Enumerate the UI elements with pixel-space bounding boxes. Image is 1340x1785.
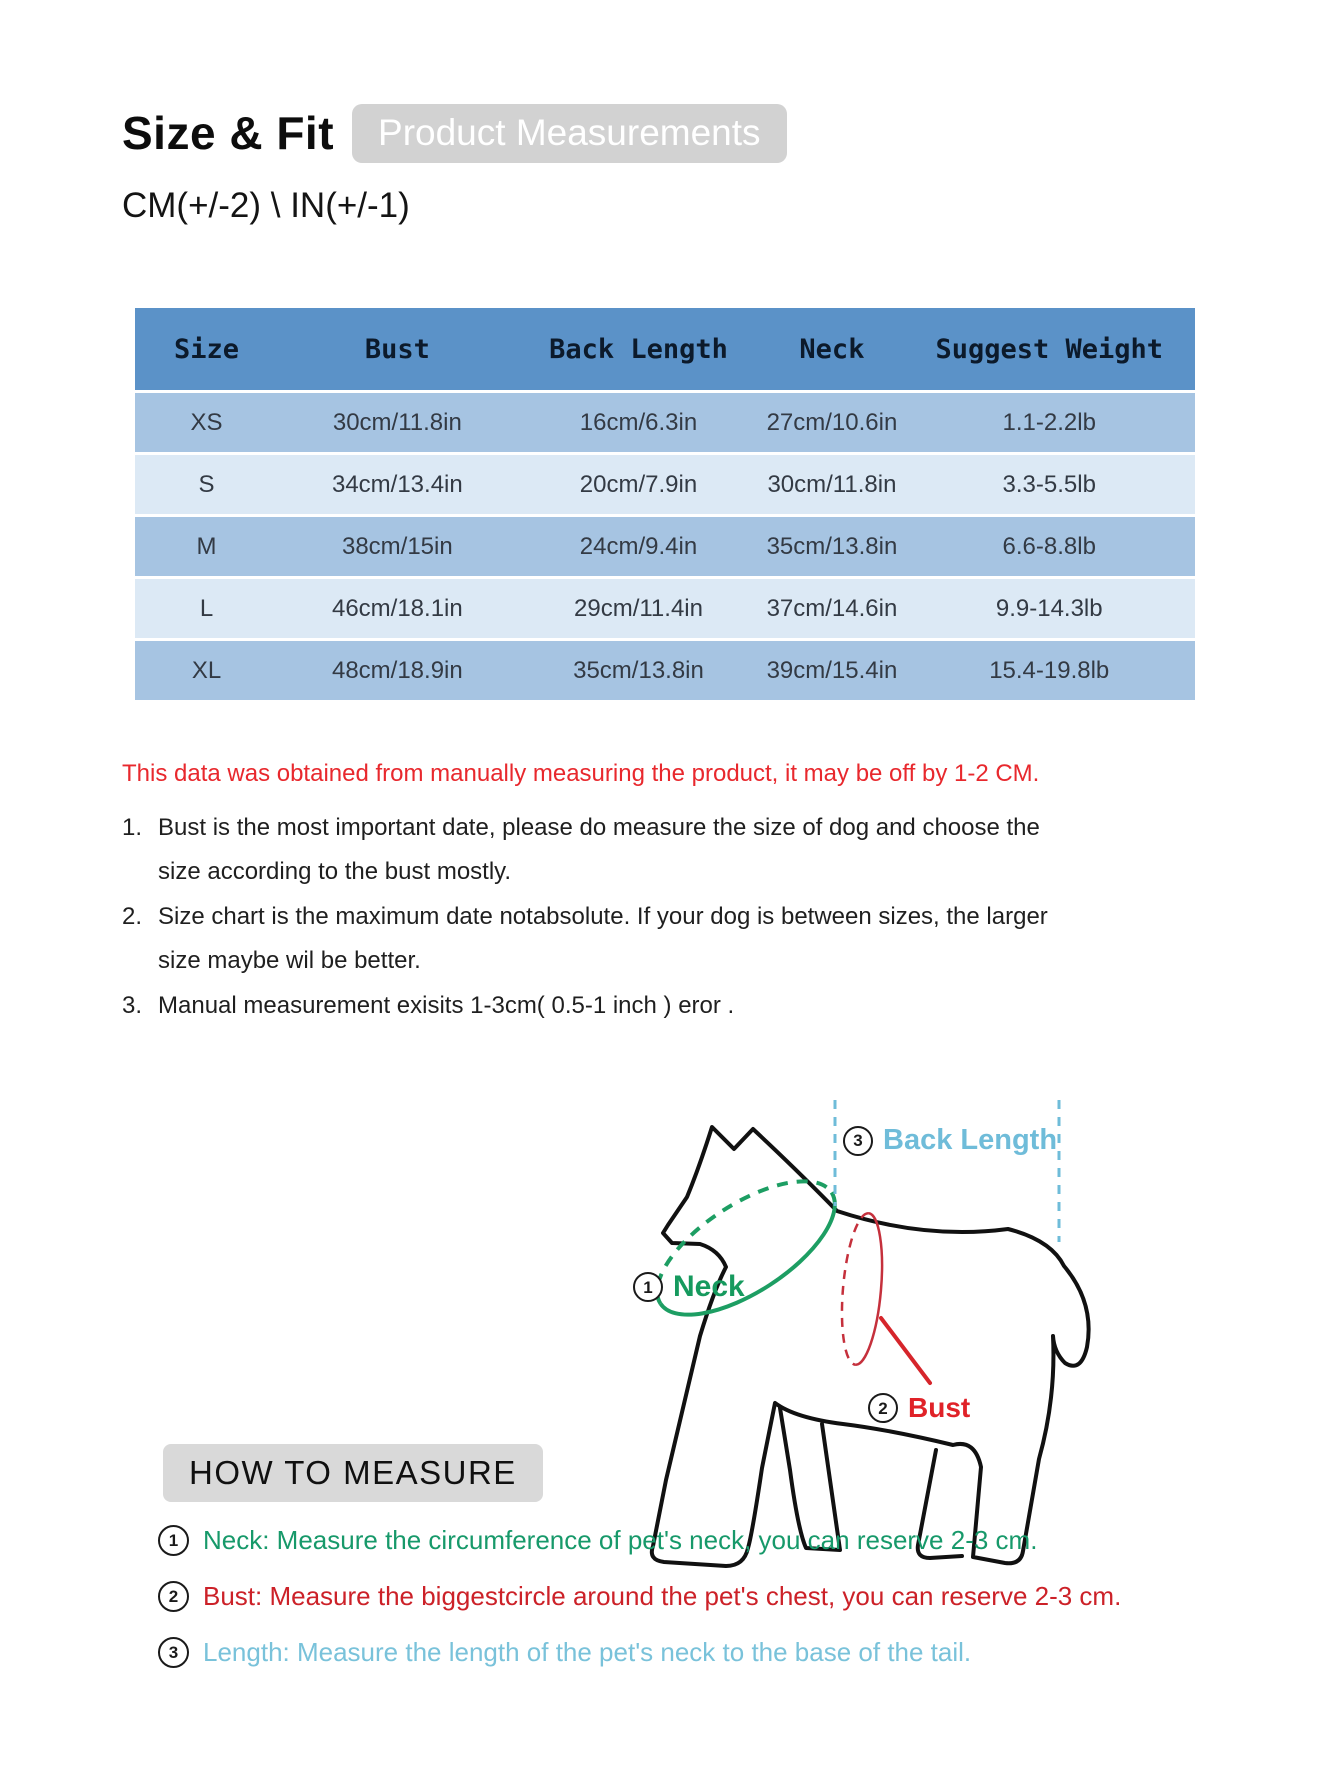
cell-back-length: 29cm/11.4in xyxy=(574,594,703,622)
cell-size: XS xyxy=(190,408,223,436)
cell-neck: 30cm/11.8in xyxy=(767,470,897,498)
size-table xyxy=(135,308,1195,703)
cell-neck: 35cm/13.8in xyxy=(766,532,898,560)
notes-list xyxy=(122,806,1074,1028)
how-to-measure-heading: HOW TO MEASURE xyxy=(163,1444,543,1502)
cell-bust: 38cm/15in xyxy=(341,532,453,560)
circled-number-1: 1 xyxy=(633,1272,663,1302)
cell-size: M xyxy=(196,532,217,560)
measure-step-text: Neck: Measure the circumference of pet's neck, you can reserve 2-3 cm. xyxy=(203,1524,1038,1555)
note-number: 1. xyxy=(122,814,143,841)
bust-label-text: Bust xyxy=(908,1392,971,1423)
circled-number-1: 1 xyxy=(158,1525,189,1556)
note-number: 3. xyxy=(122,991,143,1019)
cell-back-length: 16cm/6.3in xyxy=(579,408,698,436)
cell-weight: 9.9-14.3lb xyxy=(995,594,1103,622)
cell-weight: 15.4-19.8lb xyxy=(989,656,1110,684)
cell-back-length: 35cm/13.8in xyxy=(573,656,704,684)
measure-step-text: Bust: Measure the biggestcircle around the pet's chest, you can reserve 2-3 cm. xyxy=(203,1580,1122,1611)
cell-size: L xyxy=(199,594,214,622)
cell-bust: 30cm/11.8in xyxy=(332,408,462,436)
note-item xyxy=(122,895,1074,984)
neck-label xyxy=(633,1270,745,1304)
measure-steps xyxy=(158,1526,1238,1694)
circled-number-2: 2 xyxy=(158,1581,189,1612)
cell-bust: 34cm/13.4in xyxy=(331,470,463,498)
table-header-row xyxy=(135,308,1195,390)
dog-outline xyxy=(652,1127,1089,1566)
cell-weight: 3.3-5.5lb xyxy=(1002,470,1096,498)
note-text: Manual measurement exisits 1-3cm( 0.5-1 inch ) eror . xyxy=(158,991,735,1019)
table-row-s xyxy=(135,455,1195,514)
measurement-disclaimer: This data was obtained from manually measuring the product, it may be off by 1-2 CM. xyxy=(122,760,1040,787)
note-item xyxy=(122,984,1074,1028)
back-length-label-text: Back Length xyxy=(883,1124,1058,1156)
column-header-suggest-weight: Suggest Weight xyxy=(935,333,1164,365)
bust-measure-ellipse xyxy=(836,1212,887,1367)
measure-step-text: Length: Measure the length of the pet's neck to the base of the tail. xyxy=(203,1636,972,1667)
cell-size: XL xyxy=(191,656,222,684)
column-header-neck: Neck xyxy=(799,333,865,365)
tolerance-note: CM(+/-2) \ IN(+/-1) xyxy=(122,186,410,225)
cell-size: S xyxy=(198,470,215,498)
note-text: Size chart is the maximum date notabsolute. If your dog is between sizes, the larger size maybe wil be better. xyxy=(158,902,1048,975)
bust-label xyxy=(868,1392,970,1424)
measure-step-length xyxy=(158,1638,1238,1666)
neck-label-text: Neck xyxy=(673,1270,745,1303)
measure-step-bust xyxy=(158,1582,1238,1610)
back-length-label xyxy=(843,1124,1057,1157)
measure-step-neck xyxy=(158,1526,1238,1554)
page-title: Size & Fit xyxy=(122,107,335,160)
note-text: Bust is the most important date, please do measure the size of dog and choose the size according to the bust mostly. xyxy=(158,814,1040,886)
bust-pointer-line xyxy=(881,1318,930,1383)
cell-neck: 37cm/14.6in xyxy=(766,594,898,622)
note-number: 2. xyxy=(122,902,143,930)
cell-neck: 27cm/10.6in xyxy=(766,408,898,436)
header xyxy=(122,104,787,163)
circled-number-3: 3 xyxy=(158,1637,189,1668)
neck-measure-ellipse xyxy=(637,1156,856,1341)
cell-bust: 48cm/18.9in xyxy=(331,656,463,684)
cell-weight: 6.6-8.8lb xyxy=(1002,532,1096,560)
product-measurements-badge: Product Measurements xyxy=(352,104,787,163)
table-row-l xyxy=(135,579,1195,638)
column-header-bust: Bust xyxy=(364,333,430,365)
cell-neck: 39cm/15.4in xyxy=(766,656,898,684)
column-header-size: Size xyxy=(174,333,240,365)
column-header-back-length: Back Length xyxy=(549,333,728,365)
circled-number-3: 3 xyxy=(843,1126,873,1156)
table-row-xl xyxy=(135,641,1195,700)
note-item xyxy=(122,806,1074,895)
cell-back-length: 20cm/7.9in xyxy=(579,470,698,498)
cell-back-length: 24cm/9.4in xyxy=(579,532,698,560)
table-row-m xyxy=(135,517,1195,576)
cell-bust: 46cm/18.1in xyxy=(331,594,463,622)
cell-weight: 1.1-2.2lb xyxy=(1002,408,1096,436)
circled-number-2: 2 xyxy=(868,1393,898,1423)
table-row-xs xyxy=(135,393,1195,452)
